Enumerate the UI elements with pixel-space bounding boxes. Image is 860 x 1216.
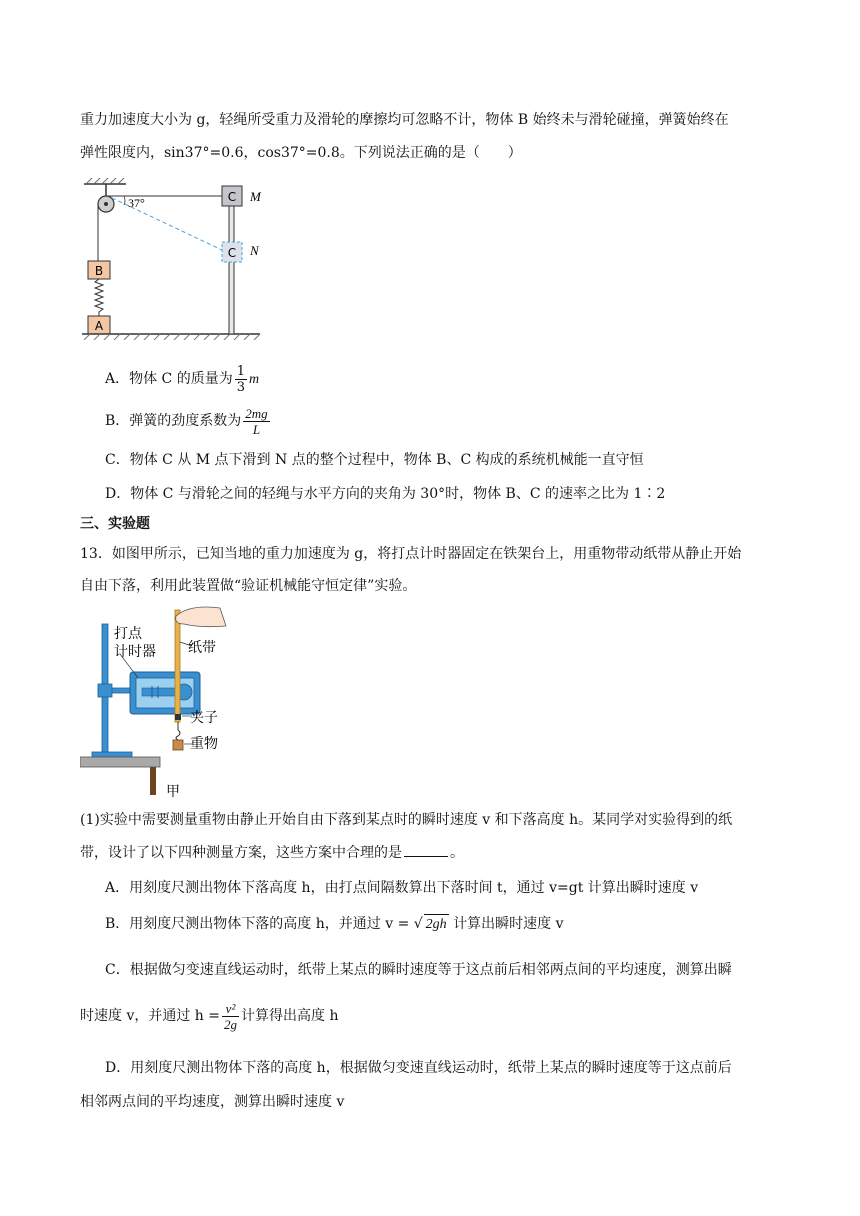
block-c-n-label: C (227, 246, 237, 260)
option-b-denominator: L (252, 421, 261, 437)
option-a-var: m (249, 372, 260, 387)
sub1-option-d-line-2: 相邻两点间的平均速度，测算出瞬时速度 v (80, 1094, 345, 1110)
block-a-label: A (94, 319, 104, 333)
sub1-line-2-text: 带，设计了以下四种测量方案，这些方案中合理的是 (80, 845, 402, 861)
apparatus-figure (80, 602, 230, 798)
option-a-fraction (235, 364, 247, 395)
sub1-option-b: B．用刻度尺测出物体下落的高度 h，并通过 v = √ 2gh 计算出瞬时速度 v (105, 914, 563, 935)
option-a-numerator: 1 (236, 363, 246, 379)
point-n-label: N (250, 243, 259, 258)
section-title: 三、实验题 (80, 516, 150, 532)
label-timer-1: 打点 (114, 626, 142, 642)
angle-label: 37° (128, 196, 145, 210)
sub1-option-c-line-1: C．根据做匀变速直线运动时，纸带上某点的瞬时速度等于这点前后相邻两点间的平均速度，测算出瞬 (105, 962, 732, 978)
option-a-denominator: 3 (236, 379, 246, 395)
label-weight: 重物 (190, 736, 218, 752)
label-clip: 夹子 (190, 710, 218, 726)
label-timer-2: 计时器 (114, 644, 156, 660)
q13-line-1: 13．如图甲所示，已知当地的重力加速度为 g，将打点计时器固定在铁架台上，用重物带动纸带从静止开始 (80, 546, 742, 562)
sub1-option-d-line-1: D．用刻度尺测出物体下落的高度 h，根据做匀变速直线运动时，纸带上某点的瞬时速度等于这点前后 (105, 1060, 732, 1076)
sub1-option-c-numerator: v² (222, 1001, 239, 1017)
intro-line-1: 重力加速度大小为 g，轻绳所受重力及滑轮的摩擦均可忽略不计，物体 B 始终未与滑轮碰撞，弹簧始终在 (80, 112, 729, 128)
sub1-line-2-end: 。 (450, 845, 464, 861)
option-b (105, 404, 272, 438)
sub1-option-c-end: 计算得出高度 h (241, 1008, 339, 1024)
option-b-fraction (243, 406, 269, 437)
sub1-option-b-text: B．用刻度尺测出物体下落的高度 h，并通过 v = (105, 916, 410, 932)
sub1-option-c-text: 时速度 v，并通过 h = (80, 1008, 221, 1024)
sub1-option-a: A．用刻度尺测出物体下落高度 h，由打点间隔数算出下落时间 t，通过 v=gt 计算出瞬时速度 v (105, 880, 699, 896)
pulley-figure (80, 178, 270, 340)
option-a-text: A．物体 C 的质量为 (105, 371, 233, 387)
option-c: C．物体 C 从 M 点下滑到 N 点的整个过程中，物体 B、C 构成的系统机械能一直守恒 (105, 452, 644, 468)
sub1-option-c-denominator: 2g (224, 1016, 238, 1032)
point-m-label: M (250, 189, 261, 204)
sub1-line-2 (80, 842, 464, 863)
q13-line-2: 自由下落，利用此装置做“验证机械能守恒定律”实验。 (80, 578, 417, 594)
sub1-line-1: (1)实验中需要测量重物由静止开始自由下落到某点时的瞬时速度 v 和下落高度 h。某同学对实验得到的纸 (80, 812, 733, 828)
option-d: D．物体 C 与滑轮之间的轻绳与水平方向的夹角为 30°时，物体 B、C 的速率之比为 1∶2 (105, 486, 666, 502)
figure-caption: 甲 (166, 784, 180, 798)
option-a (105, 362, 259, 397)
option-b-numerator: 2mg (245, 405, 268, 421)
sub1-option-c-line-2 (80, 998, 338, 1034)
sub1-option-b-end: 计算出瞬时速度 v (453, 916, 564, 932)
sub1-option-c-fraction (222, 1001, 239, 1032)
answer-blank[interactable] (404, 842, 448, 857)
sub1-option-b-root: 2gh (424, 914, 449, 935)
option-b-text: B．弹簧的劲度系数为 (105, 413, 242, 429)
label-tape: 纸带 (188, 640, 216, 656)
intro-line-2: 弹性限度内，sin37°=0.6，cos37°=0.8。下列说法正确的是（ ） (80, 145, 522, 161)
block-c-m-label: C (227, 190, 237, 204)
block-b-label: B (94, 264, 104, 278)
